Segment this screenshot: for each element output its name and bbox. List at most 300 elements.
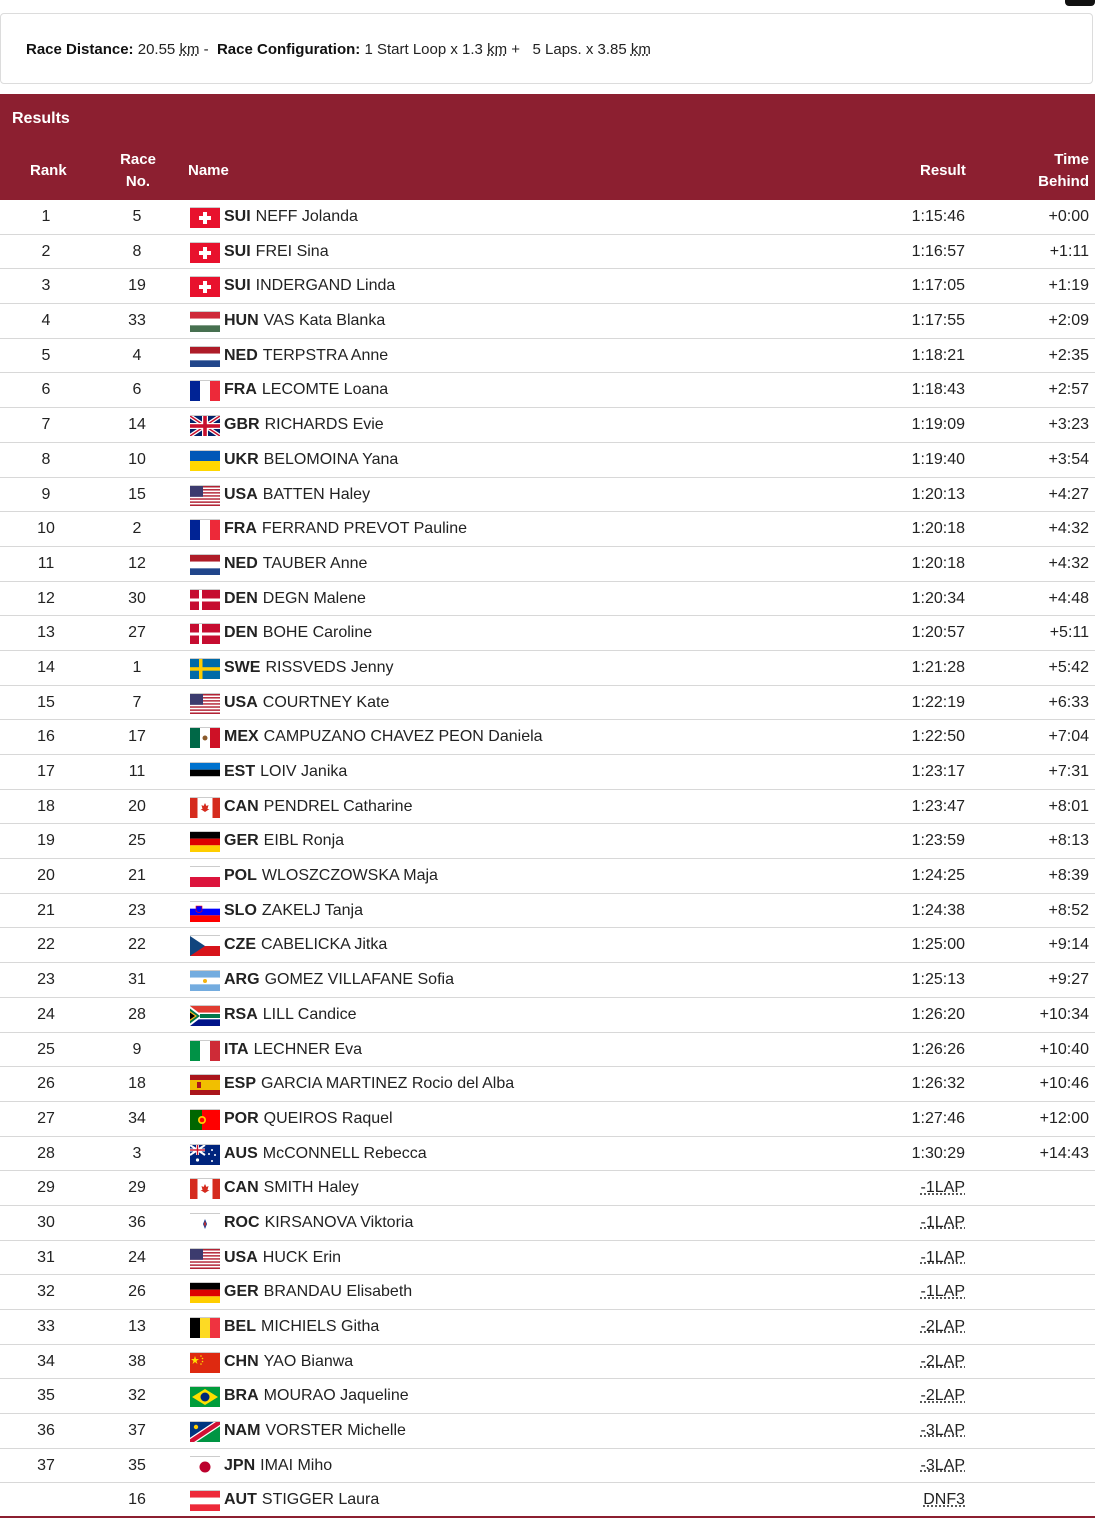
rank-cell: 31 (37, 1248, 55, 1266)
race-no-cell: 28 (128, 1005, 146, 1023)
noc-code: SUI (224, 277, 251, 295)
table-row[interactable] (0, 582, 1095, 617)
race-no-cell: 15 (128, 485, 146, 503)
athlete-cell[interactable] (190, 1449, 332, 1483)
noc-code: GBR (224, 416, 260, 434)
rank-cell: 4 (41, 312, 51, 330)
race-no-cell: 27 (128, 624, 146, 642)
result-cell: 1:27:46 (911, 1109, 965, 1127)
table-row[interactable] (0, 512, 1095, 547)
result-cell: 1:20:13 (911, 485, 965, 503)
table-row[interactable] (0, 859, 1095, 894)
result-cell: -2LAP (920, 1387, 965, 1405)
result-cell: DNF3 (923, 1491, 965, 1509)
race-no-cell: 34 (128, 1109, 146, 1127)
noc-code: USA (224, 485, 258, 503)
noc-code: GER (224, 832, 259, 850)
col-header-race-no-line1: Race (120, 151, 156, 168)
table-row[interactable] (0, 790, 1095, 825)
col-header-race-no-line2: No. (125, 173, 151, 190)
athlete-cell[interactable] (190, 963, 454, 997)
fra-flag-icon (190, 519, 220, 539)
athlete-name: STIGGER Laura (261, 1491, 380, 1509)
result-cell: 1:23:17 (911, 763, 965, 780)
athlete-name: FERRAND PREVOT Pauline (261, 520, 467, 538)
athlete-cell[interactable] (190, 1171, 359, 1205)
bel-flag-icon (190, 1317, 220, 1337)
athlete-cell[interactable] (190, 720, 543, 754)
table-row[interactable] (0, 963, 1095, 998)
mex-flag-icon (190, 727, 220, 747)
noc-code: EST (224, 763, 256, 780)
athlete-cell[interactable] (190, 547, 367, 581)
table-row[interactable] (0, 547, 1095, 582)
noc-code: SUI (224, 242, 251, 260)
noc-code: NED (224, 554, 258, 572)
table-row[interactable] (0, 408, 1095, 443)
athlete-cell[interactable] (190, 616, 372, 650)
race-no-cell: 13 (128, 1318, 146, 1335)
rank-cell: 34 (37, 1352, 55, 1370)
table-row[interactable] (0, 1449, 1095, 1484)
result-cell: -1LAP (920, 1283, 965, 1301)
table-row[interactable] (0, 1345, 1095, 1380)
time-behind-cell: +3:23 (1048, 416, 1089, 434)
usa-flag-icon (190, 693, 220, 713)
athlete-cell[interactable] (190, 1414, 406, 1448)
athlete-name: FREI Sina (255, 242, 329, 260)
result-cell: 1:22:19 (911, 693, 965, 711)
time-behind-cell: +3:54 (1048, 450, 1089, 468)
race-no-cell: 23 (128, 901, 146, 919)
time-behind-cell: +4:32 (1048, 520, 1089, 538)
athlete-cell[interactable] (190, 1033, 362, 1067)
result-cell: -1LAP (920, 1179, 965, 1197)
rsa-flag-icon (190, 1005, 220, 1025)
noc-code: ITA (224, 1040, 249, 1058)
athlete-cell[interactable] (190, 1310, 379, 1344)
result-cell: 1:25:00 (911, 936, 965, 954)
rank-cell: 14 (37, 658, 55, 676)
result-cell: 1:20:18 (911, 520, 965, 538)
col-header-result[interactable]: Result (920, 162, 966, 179)
athlete-cell[interactable] (190, 928, 387, 962)
athlete-name: GARCIA MARTINEZ Rocio del Alba (261, 1075, 515, 1093)
race-no-cell: 20 (128, 797, 146, 815)
race-no-cell: 26 (128, 1283, 146, 1301)
result-cell: 1:20:18 (911, 554, 965, 572)
table-row[interactable] (0, 1206, 1095, 1241)
race-config-label: Race Configuration: (216, 41, 361, 58)
pol-flag-icon (190, 866, 220, 886)
noc-code: JPN (224, 1456, 256, 1474)
athlete-cell[interactable] (190, 200, 358, 234)
race-info-line: Race Distance: 20.55 km - Race Configuration: 1 Start Loop x 1.3 km + 5 Laps. x 3.85 km (26, 41, 651, 58)
athlete-cell[interactable] (190, 790, 412, 824)
noc-code: CZE (224, 936, 256, 954)
noc-code: HUN (224, 312, 259, 330)
result-cell: 1:23:59 (911, 832, 965, 850)
time-behind-cell: +10:46 (1039, 1075, 1089, 1093)
noc-code: BEL (224, 1318, 256, 1335)
time-behind-cell: +0:00 (1048, 208, 1089, 225)
time-behind-cell: +4:27 (1048, 485, 1089, 503)
race-no-cell: 29 (128, 1179, 146, 1197)
athlete-name: YAO Bianwa (263, 1352, 354, 1370)
athlete-cell[interactable] (190, 269, 395, 303)
race-no-cell: 19 (128, 277, 146, 295)
rank-cell: 28 (37, 1144, 55, 1162)
col-header-name[interactable]: Name (188, 162, 229, 179)
race-no-cell: 22 (128, 936, 146, 954)
usa-flag-icon (190, 1248, 220, 1268)
athlete-name: NEFF Jolanda (255, 208, 358, 225)
time-behind-cell: +1:11 (1049, 242, 1089, 260)
race-no-cell: 3 (132, 1144, 142, 1162)
jpn-flag-icon (190, 1456, 220, 1476)
noc-code: AUS (224, 1144, 258, 1162)
result-cell: 1:26:26 (911, 1040, 965, 1058)
noc-code: POR (224, 1109, 259, 1127)
athlete-cell[interactable] (190, 1379, 409, 1413)
slo-flag-icon (190, 901, 220, 921)
result-cell: 1:26:32 (911, 1075, 965, 1093)
table-row[interactable] (0, 443, 1095, 478)
results-header (0, 94, 1095, 200)
race-no-cell: 38 (128, 1352, 146, 1370)
ita-flag-icon (190, 1040, 220, 1060)
race-no-cell: 12 (128, 554, 146, 572)
rank-cell: 20 (37, 867, 55, 885)
rank-cell: 5 (41, 346, 51, 364)
athlete-cell[interactable] (190, 373, 388, 407)
bra-flag-icon (190, 1386, 220, 1406)
rank-cell: 9 (41, 485, 51, 503)
rank-cell: 16 (37, 728, 55, 746)
race-distance-value: 20.55 (137, 41, 176, 58)
athlete-name: WLOSZCZOWSKA Maja (261, 867, 438, 885)
athlete-name: LILL Candice (262, 1005, 357, 1023)
rank-cell: 36 (37, 1422, 55, 1440)
athlete-cell[interactable] (190, 859, 438, 893)
race-no-cell: 11 (128, 763, 146, 780)
rank-cell: 15 (37, 693, 55, 711)
athlete-cell[interactable] (190, 443, 398, 477)
table-row[interactable] (0, 1137, 1095, 1172)
race-no-cell: 16 (128, 1491, 146, 1509)
noc-code: UKR (224, 450, 259, 468)
table-row[interactable] (0, 304, 1095, 339)
noc-code: USA (224, 693, 258, 711)
rank-cell: 35 (37, 1387, 55, 1405)
time-behind-cell: +2:57 (1048, 381, 1089, 399)
table-row[interactable] (0, 1241, 1095, 1276)
table-row[interactable] (0, 686, 1095, 721)
result-cell: 1:24:25 (911, 867, 965, 885)
time-behind-cell: +4:48 (1048, 589, 1089, 607)
ukr-flag-icon (190, 450, 220, 470)
athlete-name: MICHIELS Githa (261, 1318, 380, 1335)
athlete-name: CABELICKA Jitka (261, 936, 388, 954)
athlete-name: SMITH Haley (263, 1179, 359, 1197)
result-cell: 1:18:43 (911, 381, 965, 399)
rank-cell: 12 (37, 589, 55, 607)
time-behind-cell: +9:27 (1048, 971, 1089, 989)
noc-code: NAM (224, 1422, 261, 1440)
result-cell: 1:15:46 (911, 208, 965, 225)
result-cell: -2LAP (920, 1318, 965, 1335)
table-row[interactable] (0, 373, 1095, 408)
athlete-name: LECHNER Eva (253, 1040, 363, 1058)
table-row[interactable] (0, 269, 1095, 304)
race-distance-label: Race Distance: (26, 41, 134, 58)
rank-cell: 25 (37, 1040, 55, 1058)
noc-code: ESP (224, 1075, 257, 1093)
table-row[interactable] (0, 651, 1095, 686)
athlete-cell[interactable] (190, 894, 363, 928)
table-row[interactable] (0, 1310, 1095, 1345)
athlete-name: KIRSANOVA Viktoria (264, 1213, 414, 1231)
table-row[interactable] (0, 1414, 1095, 1449)
race-no-cell: 5 (132, 208, 142, 225)
athlete-cell[interactable] (190, 582, 366, 616)
race-config-unit-a: km (487, 41, 508, 58)
noc-code: MEX (224, 728, 259, 746)
result-cell: 1:19:09 (911, 416, 965, 434)
time-behind-cell: +8:13 (1048, 832, 1089, 850)
table-row[interactable] (0, 616, 1095, 651)
race-no-cell: 18 (128, 1075, 146, 1093)
table-row[interactable] (0, 339, 1095, 374)
table-row[interactable] (0, 478, 1095, 513)
time-behind-cell: +4:32 (1048, 554, 1089, 572)
rank-cell: 6 (41, 381, 51, 399)
athlete-cell[interactable] (190, 755, 347, 789)
result-cell: 1:18:21 (911, 346, 965, 364)
result-cell: -1LAP (920, 1213, 965, 1231)
time-behind-cell: +10:34 (1039, 1005, 1089, 1023)
result-cell: 1:24:38 (911, 901, 965, 919)
noc-code: POL (224, 867, 257, 885)
table-row[interactable] (0, 1067, 1095, 1102)
time-behind-cell: +12:00 (1039, 1109, 1089, 1127)
noc-code: FRA (224, 520, 257, 538)
rank-cell: 2 (41, 242, 51, 260)
est-flag-icon (190, 762, 220, 782)
rank-cell: 10 (37, 520, 55, 538)
col-header-race-no[interactable] (118, 149, 158, 193)
athlete-name: McCONNELL Rebecca (262, 1144, 427, 1162)
athlete-cell[interactable] (190, 235, 329, 269)
result-cell: 1:17:55 (911, 312, 965, 330)
race-info-panel (0, 13, 1093, 84)
athlete-cell[interactable] (190, 339, 388, 373)
race-no-cell: 36 (128, 1213, 146, 1231)
race-no-cell: 21 (128, 867, 146, 885)
race-no-cell: 6 (132, 381, 142, 399)
athlete-cell[interactable] (190, 686, 389, 720)
table-row[interactable] (0, 1102, 1095, 1137)
athlete-cell[interactable] (190, 1483, 379, 1517)
table-row[interactable] (0, 1379, 1095, 1414)
athlete-cell[interactable] (190, 1102, 393, 1136)
noc-code: ARG (224, 971, 260, 989)
result-cell: -3LAP (920, 1422, 965, 1440)
sui-flag-icon (190, 207, 220, 227)
sui-flag-icon (190, 242, 220, 262)
noc-code: DEN (224, 589, 258, 607)
athlete-name: BATTEN Haley (262, 485, 371, 503)
race-no-cell: 37 (128, 1422, 146, 1440)
table-row[interactable] (0, 200, 1095, 235)
race-no-cell: 30 (128, 589, 146, 607)
table-row[interactable] (0, 235, 1095, 270)
time-behind-cell: +9:14 (1048, 936, 1089, 954)
athlete-cell[interactable] (190, 824, 344, 858)
athlete-cell[interactable] (190, 1275, 412, 1309)
roc-flag-icon (190, 1213, 220, 1233)
race-config-unit-b: km (630, 41, 651, 58)
rank-cell: 33 (37, 1318, 55, 1335)
noc-code: NED (224, 346, 258, 364)
table-row[interactable] (0, 720, 1095, 755)
athlete-cell[interactable] (190, 1067, 514, 1101)
time-behind-cell: +2:35 (1048, 346, 1089, 364)
time-behind-cell: +1:19 (1048, 277, 1089, 295)
time-behind-cell: +8:39 (1048, 867, 1089, 885)
athlete-cell[interactable] (190, 1137, 427, 1171)
den-flag-icon (190, 623, 220, 643)
table-row[interactable] (0, 1275, 1095, 1310)
athlete-name: BELOMOINA Yana (263, 450, 399, 468)
result-cell: 1:19:40 (911, 450, 965, 468)
hun-flag-icon (190, 311, 220, 331)
rank-cell: 3 (41, 277, 51, 295)
time-behind-cell: +7:31 (1048, 763, 1089, 780)
race-config-value-a: 1 Start Loop x 1.3 (364, 41, 483, 58)
athlete-cell[interactable] (190, 1206, 413, 1240)
table-row[interactable] (0, 1483, 1095, 1518)
usa-flag-icon (190, 485, 220, 505)
athlete-name: TERPSTRA Anne (262, 346, 389, 364)
athlete-name: CAMPUZANO CHAVEZ PEON Daniela (263, 728, 543, 746)
corner-tab (1065, 0, 1095, 6)
can-flag-icon (190, 797, 220, 817)
rank-cell: 11 (37, 554, 55, 572)
table-row[interactable] (0, 998, 1095, 1033)
time-behind-cell: +10:40 (1039, 1040, 1089, 1058)
rank-cell: 37 (37, 1456, 55, 1474)
rank-cell: 19 (37, 832, 55, 850)
table-row[interactable] (0, 1033, 1095, 1068)
race-distance-unit: km (179, 41, 200, 58)
athlete-name: INDERGAND Linda (255, 277, 396, 295)
race-no-cell: 25 (128, 832, 146, 850)
race-config-value-b: 5 Laps. x 3.85 (532, 41, 627, 58)
athlete-name: TAUBER Anne (262, 554, 368, 572)
time-behind-cell: +8:52 (1048, 901, 1089, 919)
rank-cell: 23 (37, 971, 55, 989)
athlete-name: ZAKELJ Tanja (261, 901, 363, 919)
result-cell: 1:17:05 (911, 277, 965, 295)
result-cell: -3LAP (920, 1456, 965, 1474)
ned-flag-icon (190, 554, 220, 574)
result-cell: -1LAP (920, 1248, 965, 1266)
athlete-cell[interactable] (190, 478, 370, 512)
den-flag-icon (190, 589, 220, 609)
col-header-time-behind[interactable] (1038, 149, 1089, 193)
table-row[interactable] (0, 894, 1095, 929)
noc-code: BRA (224, 1387, 259, 1405)
rank-cell: 32 (37, 1283, 55, 1301)
noc-code: CAN (224, 797, 259, 815)
rank-cell: 27 (37, 1109, 55, 1127)
result-cell: -2LAP (920, 1352, 965, 1370)
race-no-cell: 33 (128, 312, 146, 330)
athlete-cell[interactable] (190, 304, 385, 338)
result-cell: 1:25:13 (911, 971, 965, 989)
athlete-name: VORSTER Michelle (265, 1422, 406, 1440)
rank-cell: 8 (41, 450, 51, 468)
time-behind-cell: +7:04 (1048, 728, 1089, 746)
rank-cell: 21 (37, 901, 55, 919)
table-row[interactable] (0, 928, 1095, 963)
athlete-cell[interactable] (190, 651, 394, 685)
table-row[interactable] (0, 755, 1095, 790)
race-no-cell: 32 (128, 1387, 146, 1405)
noc-code: ROC (224, 1213, 260, 1231)
table-row[interactable] (0, 1171, 1095, 1206)
gbr-flag-icon (190, 415, 220, 435)
can-flag-icon (190, 1178, 220, 1198)
athlete-cell[interactable] (190, 1241, 341, 1275)
col-header-rank[interactable]: Rank (30, 162, 67, 179)
rank-cell: 18 (37, 797, 55, 815)
athlete-cell[interactable] (190, 1345, 353, 1379)
athlete-name: LECOMTE Loana (261, 381, 389, 399)
athlete-cell[interactable] (190, 998, 356, 1032)
noc-code: SUI (224, 208, 251, 225)
col-header-time-behind-line1: Time (1054, 151, 1089, 168)
fra-flag-icon (190, 380, 220, 400)
athlete-name: GOMEZ VILLAFANE Sofia (264, 971, 454, 989)
noc-code: DEN (224, 624, 258, 642)
aus-flag-icon (190, 1144, 220, 1164)
noc-code: CAN (224, 1179, 259, 1197)
athlete-name: BRANDAU Elisabeth (263, 1283, 413, 1301)
result-cell: 1:26:20 (911, 1005, 965, 1023)
sui-flag-icon (190, 276, 220, 296)
race-no-cell: 10 (128, 450, 146, 468)
result-cell: 1:20:57 (911, 624, 965, 642)
athlete-name: QUEIROS Raquel (263, 1109, 393, 1127)
time-behind-cell: +6:33 (1048, 693, 1089, 711)
rank-cell: 7 (41, 416, 51, 434)
race-no-cell: 7 (132, 693, 142, 711)
noc-code: SWE (224, 658, 261, 676)
athlete-cell[interactable] (190, 408, 384, 442)
race-no-cell: 4 (132, 346, 142, 364)
athlete-cell[interactable] (190, 512, 467, 546)
ned-flag-icon (190, 346, 220, 366)
esp-flag-icon (190, 1074, 220, 1094)
athlete-name: MOURAO Jaqueline (263, 1387, 409, 1405)
result-cell: 1:23:47 (911, 797, 965, 815)
athlete-name: LOIV Janika (260, 763, 348, 780)
table-row[interactable] (0, 824, 1095, 859)
athlete-name: EIBL Ronja (263, 832, 345, 850)
athlete-name: RICHARDS Evie (264, 416, 384, 434)
